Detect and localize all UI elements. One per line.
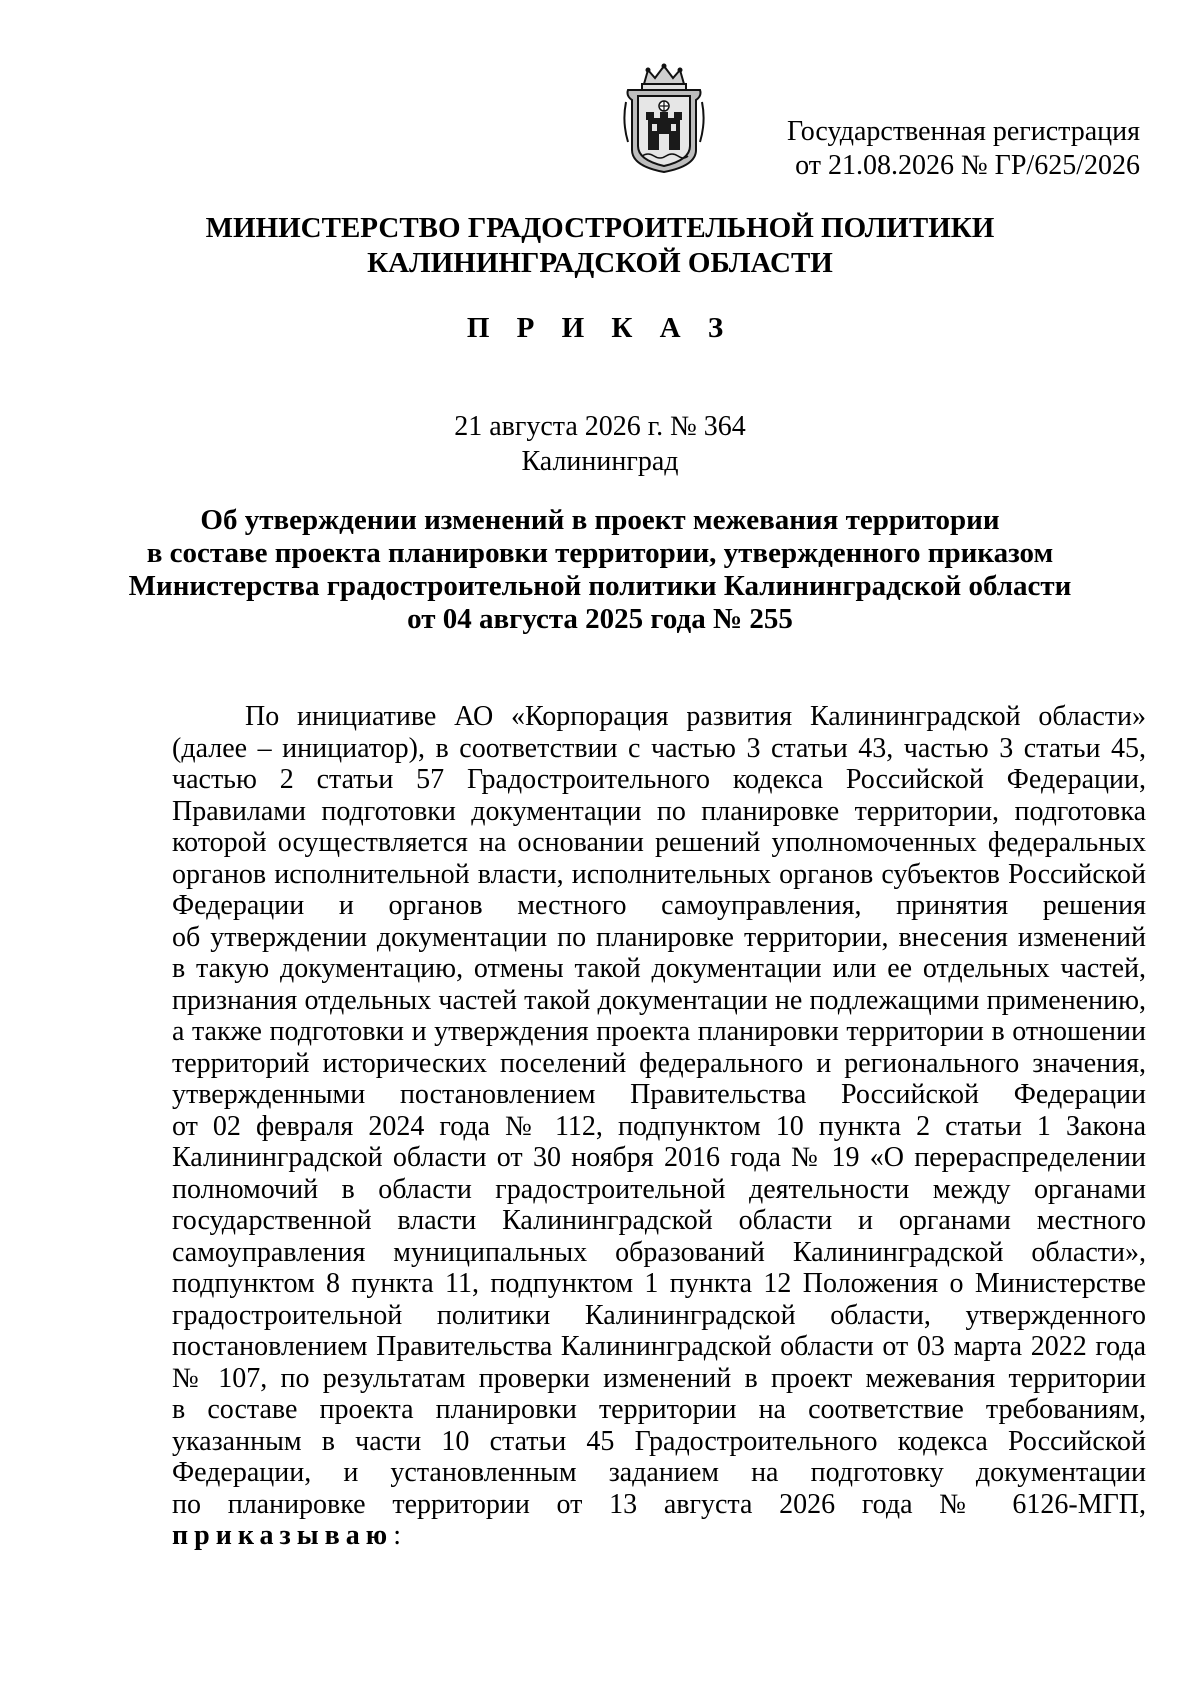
body-line: органов исполнительной власти, исполнительных органов субъектов Российской (172, 858, 1146, 890)
body-line: № 107, по результатам проверки изменений в проект межевания территории (172, 1362, 1146, 1394)
body-line: по планировке территории от 13 августа 2026 года № 6126-МГП, (172, 1488, 1146, 1520)
registration-number: от 21.08.2026 № ГР/625/2026 (795, 150, 1140, 181)
body-line: в такую документацию, отмены такой документации или ее отдельных частей, (172, 953, 1146, 984)
body-line: которой осуществляется на основании решений уполномоченных федеральных (172, 827, 1146, 858)
ministry-name-line: КАЛИНИНГРАДСКОЙ ОБЛАСТИ (367, 247, 833, 279)
body-line: от 02 февраля 2024 года № 112, подпунктом 10 пункта 2 статьи 1 Закона (172, 1110, 1146, 1142)
body-line: территорий исторических поселений федерального и регионального значения, (172, 1047, 1146, 1079)
registration-stamp (760, 115, 1140, 183)
body-line: а также подготовки и утверждения проекта планировки территории в отношении (172, 1016, 1146, 1047)
body-line: Федерации, и установленным заданием на подготовку документации (172, 1457, 1146, 1488)
body-line: об утверждении документации по планировке территории, внесения изменений (172, 921, 1146, 953)
body-line: признания отдельных частей такой документации не подлежащими применению, (172, 984, 1146, 1016)
body-line: самоуправления муниципальных образований Калининградской области», (172, 1236, 1146, 1268)
body-line: государственной власти Калининградской области и органами местного (172, 1205, 1146, 1236)
body-line: Калининградской области от 30 ноября 2016 года № 19 «О перераспределении (172, 1142, 1146, 1173)
body-line: градостроительной политики Калининградской области, утвержденного (172, 1299, 1146, 1331)
decree-line (172, 1520, 1146, 1552)
ministry-name-line: МИНИСТЕРСТВО ГРАДОСТРОИТЕЛЬНОЙ ПОЛИТИКИ (205, 212, 995, 244)
body-paragraph (172, 701, 1146, 1552)
body-line: частью 2 статьи 57 Градостроительного кодекса Российской Федерации, (172, 764, 1146, 795)
order-city: Калининград (521, 446, 679, 477)
body-line: Правилами подготовки документации по планировке территории, подготовка (172, 795, 1146, 827)
body-line: утвержденными постановлением Правительства Российской Федерации (172, 1079, 1146, 1110)
subject-line: Об утверждении изменений в проект межевания территории (200, 504, 1000, 536)
body-line: По инициативе АО «Корпорация развития Калининградской области» (245, 701, 1146, 732)
subject-line: от 04 августа 2025 года № 255 (407, 603, 793, 635)
registration-label: Государственная регистрация (787, 116, 1140, 147)
body-line: подпунктом 8 пункта 11, подпунктом 1 пункта 12 Положения о Министерстве (172, 1268, 1146, 1299)
order-subject (0, 504, 1200, 636)
body-line: (далее – инициатор), в соответствии с частью 3 статьи 43, частью 3 статьи 45, (172, 732, 1146, 764)
document-type-title: П Р И К А З (466, 312, 734, 344)
coat-of-arms-emblem (622, 62, 706, 174)
decree-word: приказываю (172, 1520, 394, 1551)
body-line: Федерации и органов местного самоуправления, принятия решения (172, 890, 1146, 921)
subject-line: Министерства градостроительной политики Калининградской области (128, 570, 1072, 602)
ministry-name (0, 211, 1200, 281)
body-line: указанным в части 10 статьи 45 Градостроительного кодекса Российской (172, 1425, 1146, 1457)
body-line: постановлением Правительства Калининградской области от 03 марта 2022 года (172, 1331, 1146, 1362)
subject-line: в составе проекта планировки территории, утвержденного приказом (146, 537, 1054, 569)
date-place-block (0, 409, 1200, 479)
body-line: в составе проекта планировки территории на соответствие требованиям, (172, 1394, 1146, 1425)
body-line: полномочий в области градостроительной деятельности между органами (172, 1173, 1146, 1205)
order-date-number: 21 августа 2026 г. № 364 (454, 411, 746, 442)
decree-colon: : (393, 1520, 401, 1551)
